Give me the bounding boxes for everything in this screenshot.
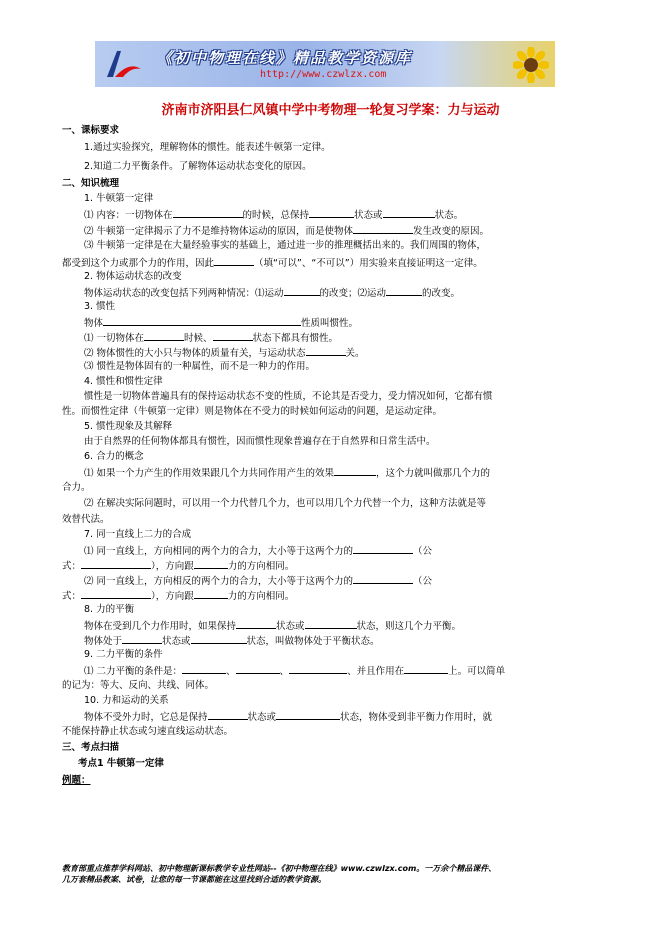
exam-point-heading: 考点1 牛顿第一定律 [78,758,164,769]
subheading: 2. 物体运动状态的改变 [84,271,182,282]
subheading: 9. 二力平衡的条件 [84,649,163,660]
text-line: ⑴ 一切物体在 时候、 状态下都具有惯性。 [84,333,339,344]
text-line: 式： ），方向跟 力的方向相同。 [62,561,295,572]
text-line: ⑵ 牛顿第一定律揭示了力不是维持物体运动的原因，而是使物体 发生改变的原因。 [84,226,490,237]
text-line: 都受到这个力或那个力的作用，因此 （填“可以”、“不可以”）用实验来直接证明这一定律。 [62,258,483,269]
text-line: ⑴ 内容：一切物体在 的时候，总保持 状态或 状态。 [84,210,464,221]
text-line: 合力。 [62,482,91,493]
text-line: 物体运动状态的改变包括下列两种情况：⑴运动 的改变；⑵运动 的改变。 [84,288,461,299]
subheading: 1. 牛顿第一定律 [84,193,154,204]
section-heading: 三、考点扫描 [62,742,120,753]
logo-icon [103,47,143,81]
text-line: 的记为：等大、反向、共线、同体。 [62,680,215,691]
sunflower-icon [513,47,549,83]
text-line: ⑴ 二力平衡的条件是： 、 、 、并且作用在 上。可以简单 [84,666,506,677]
text-line: ⑶ 惯性是物体固有的一种属性，而不是一种力的作用。 [84,361,316,372]
banner-url[interactable]: http://www.czwlzx.com [260,69,387,80]
text-line: ⑵ 物体惯性的大小只与物体的质量有关，与运动状态 关。 [84,348,365,359]
banner-title: 《初中物理在线》精品教学资源库 [157,49,413,67]
text-line: ⑵ 同一直线上，方向相反的两个力的合力，大小等于这两个力的 （公 [84,576,433,587]
text-line: 物体处于 状态或 状态，叫做物体处于平衡状态。 [84,636,380,647]
footer-line: 几万套精品教案、试卷，让您的每一节课都能在这里找到合适的教学资源。 [62,875,326,884]
text-line: 物体 性质叫惯性。 [84,318,359,329]
text-line: 物体不受外力时，它总是保持 状态或 状态，物体受到非平衡力作用时，就 [84,712,493,723]
example-label: 例题： [62,775,91,786]
subheading: 4. 惯性和惯性定律 [84,376,163,387]
text-line: 不能保持静止状态或匀速直线运动状态。 [62,726,234,737]
text-line: 由于自然界的任何物体都具有惯性，因而惯性现象普遍存在于自然界和日常生活中。 [84,436,436,447]
document-title: 济南市济阳县仁风镇中学中考物理一轮复习学案：力与运动 [161,103,500,118]
text-line: 效替代法。 [62,514,110,525]
footer-line: 教育部重点推荐学科网站、初中物理新课标教学专业性网站--《初中物理在线》www.czwlzx.com。一万余个精品课件、 [62,864,497,873]
text-line: 1.通过实验探究，理解物体的惯性。能表述牛顿第一定律。 [84,142,331,153]
text-line: 性。而惯性定律（牛顿第一定律）则是物体在不受力的时候如何运动的问题，是运动定律。 [62,406,443,417]
section-heading: 二、知识梳理 [62,178,120,189]
subheading: 3. 惯性 [84,301,116,312]
text-line: ⑵ 在解决实际问题时，可以用一个力代替几个力，也可以用几个力代替一个力，这种方法就是等 [84,498,487,509]
text-line: 物体在受到几个力作用时，如果保持 状态或 状态，则这几个力平衡。 [84,621,462,632]
subheading: 10. 力和运动的关系 [84,695,169,706]
header-banner [95,41,555,87]
subheading: 6. 合力的概念 [84,451,144,462]
text-line: 2.知道二力平衡条件。了解物体运动状态变化的原因。 [84,161,312,172]
footer-note [62,863,496,885]
subheading: 8. 力的平衡 [84,604,135,615]
text-line: ⑴ 如果一个力产生的作用效果跟几个力共同作用产生的效果 ，这个力就叫做那几个力的 [84,468,491,479]
subheading: 7. 同一直线上二力的合成 [84,529,192,540]
text-line: 式： ），方向跟 力的方向相同。 [62,591,295,602]
text-line: 惯性是一切物体普遍具有的保持运动状态不变的性质，不论其是否受力，受力情况如何，它都有惯 [84,391,493,402]
subheading: 5. 惯性现象及其解释 [84,421,173,432]
text-line: ⑶ 牛顿第一定律是在大量经验事实的基础上，通过进一步的推理概括出来的。我们周围的物体， [84,240,487,251]
text-line: ⑴ 同一直线上，方向相同的两个力的合力，大小等于这两个力的 （公 [84,546,433,557]
section-heading: 一、课标要求 [62,125,120,136]
